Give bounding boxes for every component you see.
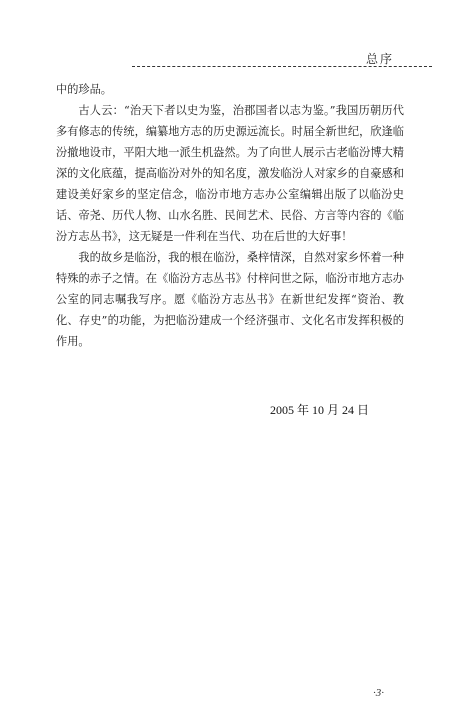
page-number: ·3· <box>373 687 384 699</box>
signature-date: 2005 年 10 月 24 日 <box>270 403 370 417</box>
body-text <box>56 79 404 352</box>
paragraph-2: 古人云：“治天下者以史为鉴，治郡国者以志为鉴。”我国历朝历代多有修志的传统，编纂地方志的历史源远流长。时届全新世纪，欣逢临汾撤地设市，平阳大地一派生机盎然。为了向世人展示古老临汾博大精深的文化底蕴，提高临汾对外的知名度，激发临汾人对家乡的自豪感和建设美好家乡的坚定信念，临汾市地方志办公室编辑出版了以临汾史话、帝尧、历代人物、山水名胜、民间艺术、民俗、方言等内容的《临汾方志丛书》，这无疑是一件利在当代、功在后世的大好事！ <box>56 104 404 243</box>
header-divider <box>132 66 432 67</box>
paragraph-1: 中的珍品。 <box>56 83 112 96</box>
paragraph-3: 我的故乡是临汾，我的根在临汾，桑梓情深，自然对家乡怀着一种特殊的赤子之情。在《临汾方志丛书》付梓问世之际，临汾市地方志办公室的同志嘱我写序。愿《临汾方志丛书》在新世纪发挥“资治、教化、存史”的功能，为把临汾建成一个经济强市、文化名市发挥积极的作用。 <box>56 251 404 348</box>
running-header-title: 总序 <box>366 52 395 66</box>
